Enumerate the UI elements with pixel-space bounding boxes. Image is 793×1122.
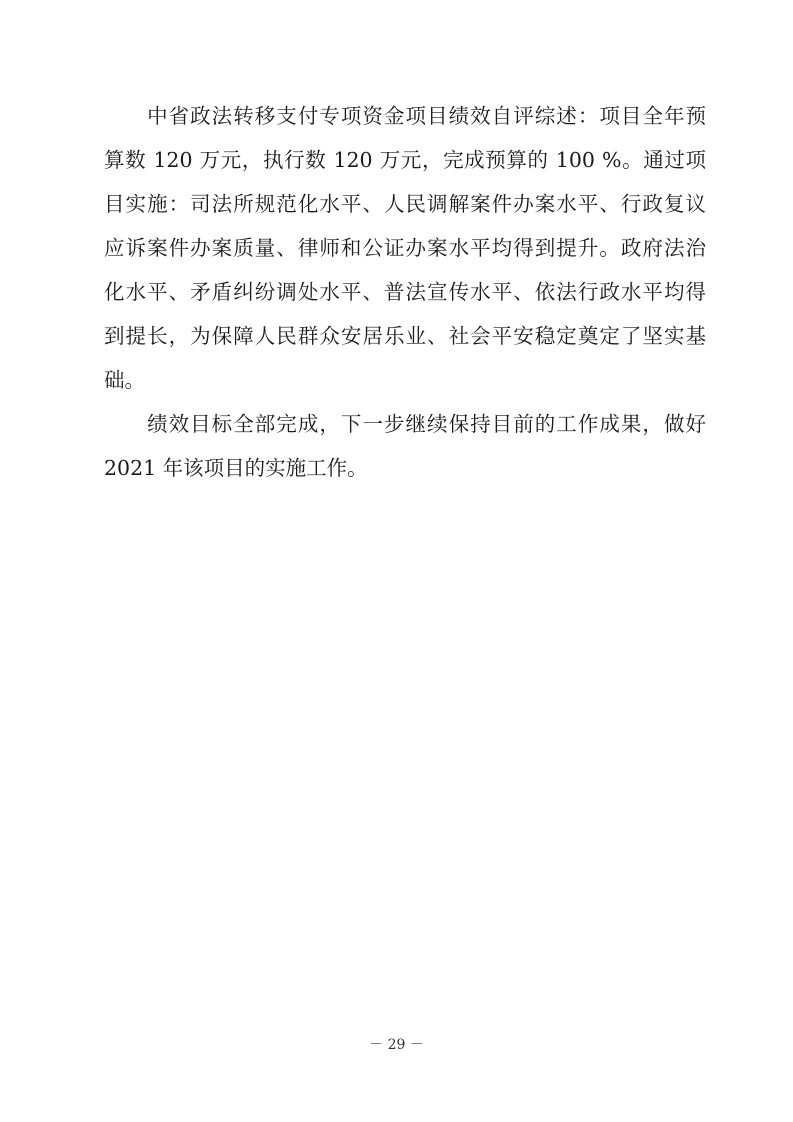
paragraph-line: 应诉案件办案质量、律师和公证办案水平均得到提升。政府法治 <box>104 236 706 260</box>
paragraph-line: 化水平、矛盾纠纷调处水平、普法宣传水平、依法行政水平均得 <box>104 280 706 304</box>
body-text <box>104 94 706 490</box>
paragraph-line: 目实施：司法所规范化水平、人民调解案件办案水平、行政复议 <box>104 192 706 216</box>
paragraph-line: 2021 年该项目的实施工作。 <box>104 456 368 480</box>
paragraph-line: 算数 120 万元，执行数 120 万元，完成预算的 100 %。通过项 <box>104 148 706 172</box>
page-number: － 29 － <box>369 1037 424 1053</box>
paragraph-line: 绩效目标全部完成，下一步继续保持目前的工作成果，做好 <box>104 412 706 436</box>
paragraph-line: 础。 <box>104 368 145 392</box>
paragraph-line: 到提长，为保障人民群众安居乐业、社会平安稳定奠定了坚实基 <box>104 324 706 348</box>
paragraph-1 <box>104 94 706 402</box>
paragraph-line: 中省政法转移支付专项资金项目绩效自评综述：项目全年预 <box>104 104 706 128</box>
paragraph-2 <box>104 402 706 490</box>
